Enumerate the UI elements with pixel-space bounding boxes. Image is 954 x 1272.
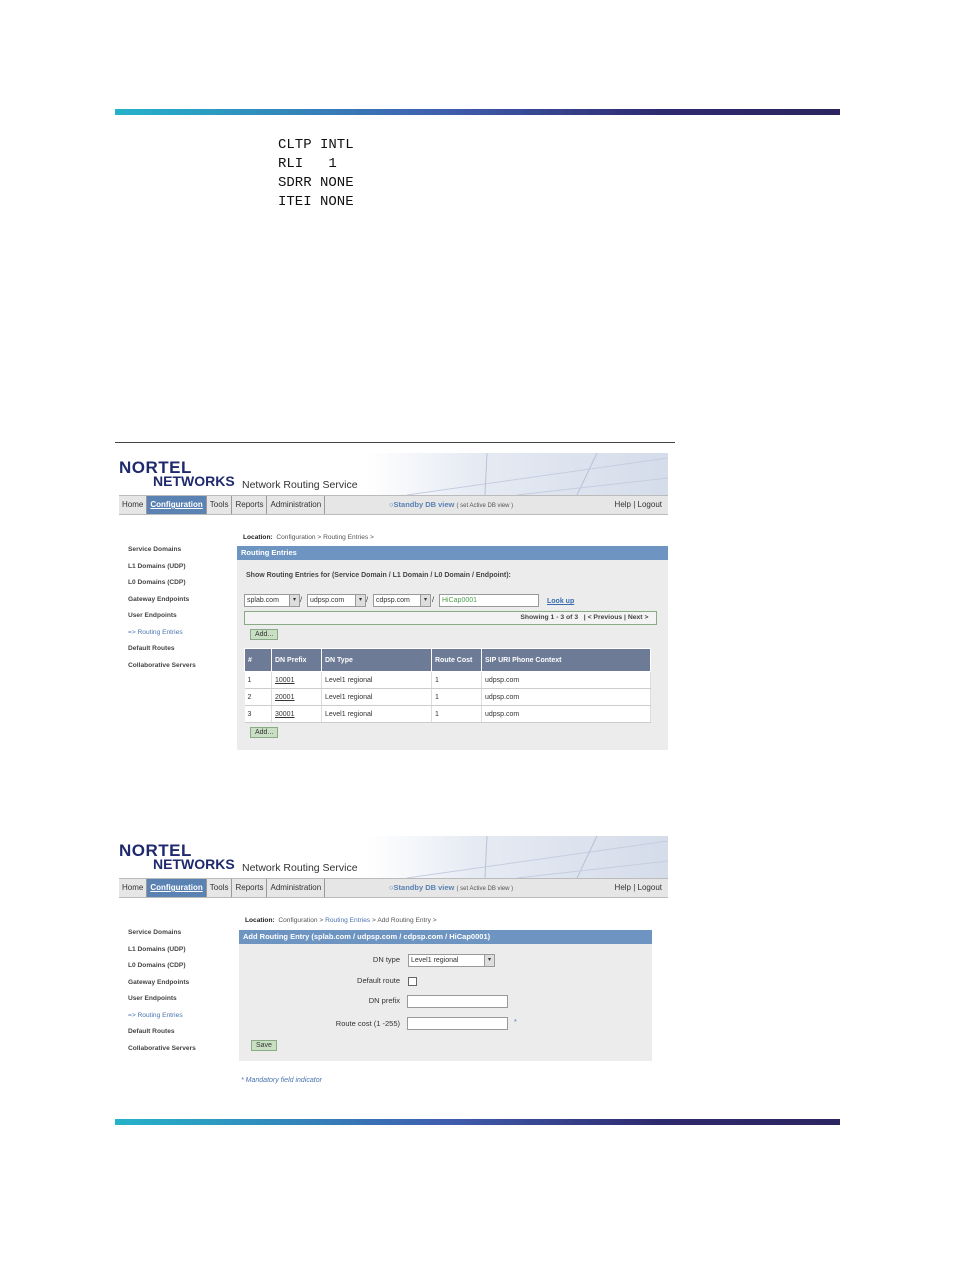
nav-tools[interactable]: Tools [207,879,233,897]
table-row [245,706,651,723]
help-link[interactable]: Help [614,883,631,892]
code-line: RLI 1 [278,156,337,172]
nav-bar [119,878,668,898]
route-cost-input[interactable] [407,1017,508,1030]
separator: / [300,595,303,604]
banner-graphic [367,836,668,878]
app-banner [119,453,668,495]
figure-divider [115,442,675,443]
show-label: Show Routing Entries for (Service Domain / L1 Domain / L0 Domain / Endpoint): [246,572,511,579]
screenshot-add-routing-entry [119,836,668,1091]
help-logout: Help | Logout [614,883,662,892]
chevron-down-icon: ▾ [484,955,494,966]
nav-tools[interactable]: Tools [207,496,233,514]
save-button[interactable]: Save [251,1040,277,1051]
l1-domain-select[interactable]: udpsp.com ▾ [307,594,366,607]
service-domain-select[interactable]: splab.com ▾ [244,594,300,607]
add-button-bottom[interactable]: Add... [250,727,278,738]
sidebar-item-l0-domains[interactable]: L0 Domains (CDP) [128,579,186,586]
breadcrumb: Location: Configuration > Routing Entries > [243,534,374,541]
code-block [278,136,354,212]
dn-prefix-link[interactable]: 30001 [272,706,322,723]
logout-link[interactable]: Logout [637,500,662,509]
app-banner [119,836,668,878]
dn-type-label: DN type [372,955,400,964]
add-routing-entry-panel [239,930,652,1061]
cell-sip-context: udpsp.com [482,672,651,689]
default-route-checkbox[interactable] [408,977,417,986]
pagination-bar: Showing 1 - 3 of 3 | < Previous | Next > [244,611,657,625]
db-icon: ○ [389,500,394,509]
routing-table [244,648,651,723]
sidebar-item-gateway-endpoints[interactable]: Gateway Endpoints [128,595,190,603]
standby-note: ( set Active DB view ) [456,886,514,892]
footer-rule [115,1119,840,1125]
breadcrumb: Location: Configuration > Routing Entries > Add Routing Entry > [245,917,437,924]
service-title: Network Routing Service [242,862,358,874]
previous-link[interactable]: < Previous [587,614,623,621]
showing-count: Showing 1 - 3 of 3 [520,614,579,621]
nav-reports[interactable]: Reports [232,496,267,514]
add-button[interactable]: Add... [250,629,278,640]
screenshot-routing-entries [119,453,668,753]
lookup-link[interactable]: Look up [547,598,575,605]
cell-number: 2 [245,689,272,706]
cell-dn-type: Level1 regional [322,672,432,689]
cell-route-cost: 1 [432,672,482,689]
mandatory-footnote: * Mandatory field indicator [241,1077,322,1084]
nav-configuration[interactable]: Configuration [147,879,206,897]
cell-dn-type: Level1 regional [322,706,432,723]
l0-domain-select[interactable]: cdpsp.com ▾ [373,594,431,607]
sidebar-item-l1-domains[interactable]: L1 Domains (UDP) [128,562,186,570]
nav-administration[interactable]: Administration [267,879,325,897]
sidebar-item-collaborative-servers[interactable]: Collaborative Servers [128,1044,196,1052]
dn-prefix-link[interactable]: 10001 [272,672,322,689]
col-sip-context[interactable]: SIP URI Phone Context [482,649,651,672]
separator: / [366,595,369,604]
sidebar-item-service-domains[interactable]: Service Domains [128,929,182,936]
endpoint-input[interactable]: HiCap0001 [439,594,539,607]
cell-route-cost: 1 [432,706,482,723]
sidebar-item-gateway-endpoints[interactable]: Gateway Endpoints [128,978,190,986]
sidebar-item-user-endpoints[interactable]: User Endpoints [128,995,177,1002]
standby-db-view[interactable]: ○Standby DB view ( set Active DB view ) [389,500,514,509]
sidebar-item-service-domains[interactable]: Service Domains [128,546,182,553]
nav-home[interactable]: Home [119,496,147,514]
panel-title: Routing Entries [237,546,668,560]
chevron-down-icon: ▾ [355,595,365,606]
dn-prefix-input[interactable] [407,995,508,1008]
sidebar-item-routing-entries[interactable]: => Routing Entries [128,628,183,636]
code-line: ITEI NONE [278,194,354,210]
cell-sip-context: udpsp.com [482,689,651,706]
logout-link[interactable]: Logout [637,883,662,892]
table-header-row [245,649,651,672]
code-line: CLTP INTL [278,137,354,153]
sidebar-item-collaborative-servers[interactable]: Collaborative Servers [128,661,196,669]
col-number[interactable]: # [245,649,272,672]
code-line: SDRR NONE [278,175,354,191]
nav-bar [119,495,668,515]
col-route-cost[interactable]: Route Cost [432,649,482,672]
cell-sip-context: udpsp.com [482,706,651,723]
service-title: Network Routing Service [242,479,358,491]
nortel-logo: NORTEL NETWORKS [119,841,235,872]
mandatory-marker: * [514,1019,517,1026]
standby-note: ( set Active DB view ) [456,503,514,509]
cell-number: 3 [245,706,272,723]
sidebar [128,929,196,1061]
col-dn-type[interactable]: DN Type [322,649,432,672]
dn-prefix-link[interactable]: 20001 [272,689,322,706]
dn-prefix-label: DN prefix [368,996,400,1005]
help-logout: Help | Logout [614,500,662,509]
standby-db-view[interactable]: ○Standby DB view ( set Active DB view ) [389,883,514,892]
sidebar [128,546,196,678]
routing-entries-panel [237,546,668,750]
sidebar-item-default-routes[interactable]: Default Routes [128,1028,175,1035]
nav-reports[interactable]: Reports [232,879,267,897]
help-link[interactable]: Help [614,500,631,509]
breadcrumb-routing-entries[interactable]: Routing Entries [325,917,371,924]
default-route-label: Default route [357,976,400,985]
next-link[interactable]: Next > [627,614,649,621]
sidebar-item-default-routes[interactable]: Default Routes [128,645,175,652]
col-dn-prefix[interactable]: DN Prefix [272,649,322,672]
separator: / [432,595,435,604]
cell-number: 1 [245,672,272,689]
sidebar-item-routing-entries[interactable]: => Routing Entries [128,1011,183,1019]
header-rule [115,109,840,115]
sidebar-item-user-endpoints[interactable]: User Endpoints [128,612,177,619]
sidebar-item-l0-domains[interactable]: L0 Domains (CDP) [128,962,186,969]
cell-dn-type: Level1 regional [322,689,432,706]
cell-route-cost: 1 [432,689,482,706]
db-icon: ○ [389,883,394,892]
nav-administration[interactable]: Administration [267,496,325,514]
panel-title: Add Routing Entry (splab.com / udpsp.com / cdpsp.com / HiCap0001) [239,930,652,944]
chevron-down-icon: ▾ [289,595,299,606]
dn-type-select[interactable]: Level1 regional ▾ [408,954,495,967]
chevron-down-icon: ▾ [420,595,430,606]
nav-configuration[interactable]: Configuration [147,496,206,514]
route-cost-label: Route cost (1 -255) [335,1019,400,1028]
sidebar-item-l1-domains[interactable]: L1 Domains (UDP) [128,945,186,953]
table-row [245,689,651,706]
nav-home[interactable]: Home [119,879,147,897]
banner-graphic [367,453,668,495]
table-row [245,672,651,689]
nortel-logo: NORTEL NETWORKS [119,458,235,489]
